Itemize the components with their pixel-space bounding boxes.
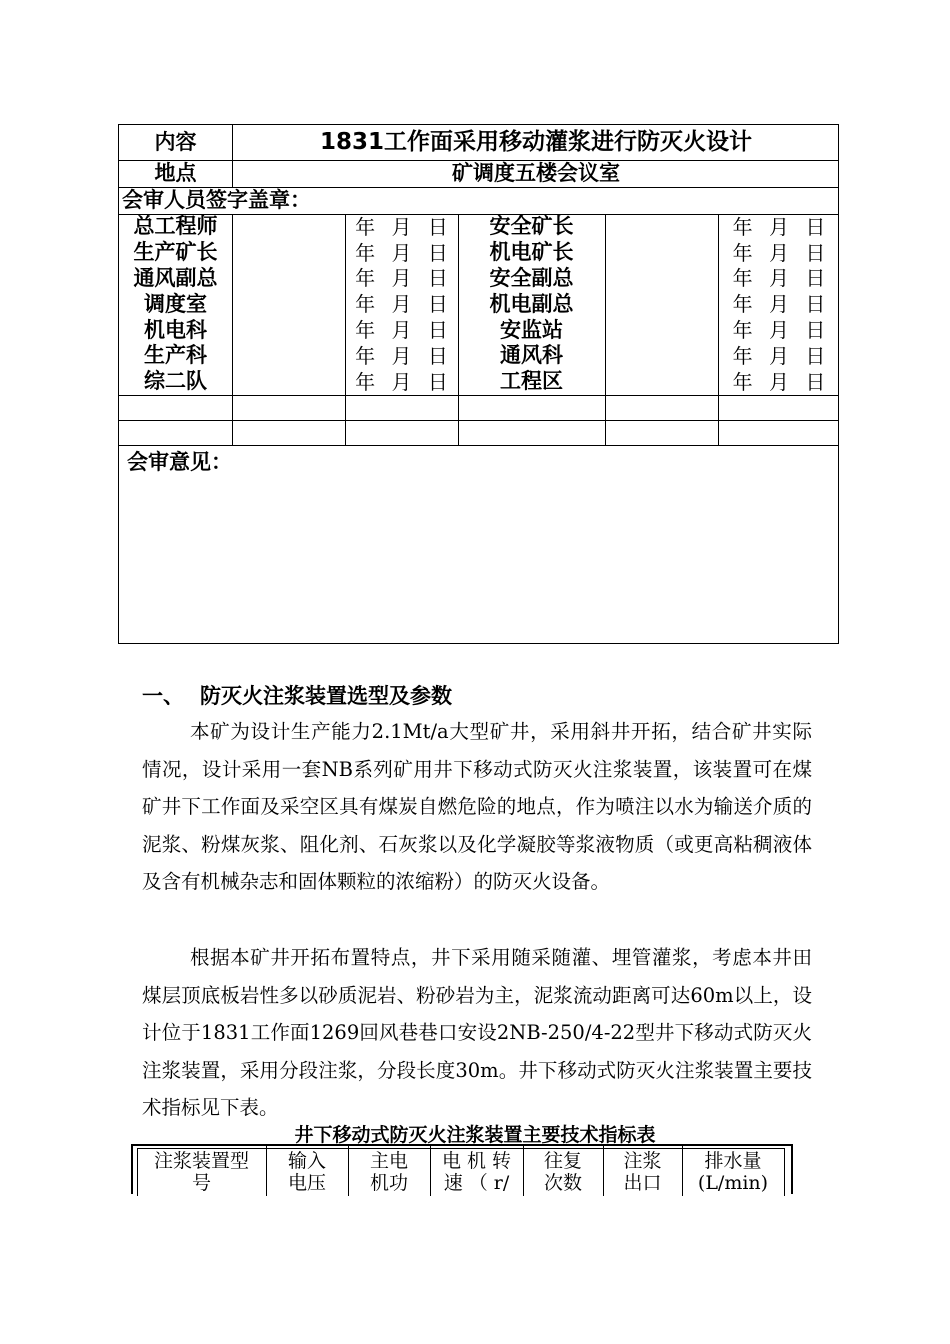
spec-header-line2: 电压 (287, 1172, 326, 1194)
location-label: 地点 (154, 161, 197, 185)
spec-header-line1: 主电 (369, 1150, 408, 1172)
content-label: 内容 (154, 130, 197, 154)
signer-date-left: 年 月 日 (355, 214, 448, 239)
signer-date-right: 年 月 日 (732, 214, 826, 239)
signer-role-left: 总工程师 (133, 214, 218, 239)
signer-date-right: 年 月 日 (732, 343, 826, 368)
spec-header-line2: 出口 (623, 1172, 662, 1194)
paragraph-2-text: 根据本矿井开拓布置特点，井下采用随采随灌、埋管灌浆，考虑本井田煤层顶底板岩性多以砂质泥岩、粉砂岩为主，泥浆流动距离可达60m以上，设计位于1831工作面1269回风巷巷口安设2NB-250/4-22型井下移动式防灭火注浆装置，采用分段注浆，分段长度30m。井下移动式防灭火注浆装置主要技术指标见下表。 (142, 946, 812, 1119)
signer-date-left: 年 月 日 (355, 369, 448, 394)
signer-role-left: 机电科 (144, 317, 207, 342)
spec-header-line1: 电 机 转 (441, 1150, 512, 1172)
spec-header-line1: 排水量 (704, 1150, 762, 1172)
signer-role-right: 通风科 (500, 343, 563, 368)
signer-date-right: 年 月 日 (732, 318, 826, 343)
signer-role-right: 安全矿长 (489, 214, 574, 239)
spec-header-line1: 注浆装置型 (153, 1150, 249, 1172)
signer-role-left: 生产矿长 (133, 240, 218, 265)
opinion-label: 会审意见： (127, 449, 232, 474)
signer-date-right: 年 月 日 (732, 369, 826, 394)
signer-date-right: 年 月 日 (732, 266, 826, 291)
review-table (118, 124, 839, 644)
spec-header-line1: 注浆 (623, 1150, 662, 1172)
spec-header-line1: 往复 (543, 1150, 582, 1172)
signer-date-left: 年 月 日 (355, 318, 448, 343)
signer-date-left: 年 月 日 (355, 240, 448, 265)
signer-date-left: 年 月 日 (355, 266, 448, 291)
signer-role-right: 安全副总 (489, 265, 574, 290)
spec-header (523, 1146, 603, 1196)
section-number: 一、 (142, 684, 184, 708)
spec-header (430, 1146, 523, 1196)
signer-role-left: 通风副总 (133, 265, 218, 290)
spec-header-line2: 次数 (543, 1172, 582, 1194)
signer-role-left: 调度室 (144, 291, 207, 316)
signer-date-right: 年 月 日 (732, 292, 826, 317)
signers-label: 会审人员签字盖章： (122, 188, 311, 212)
spec-header (266, 1146, 348, 1196)
spec-header-line2: 号 (191, 1172, 211, 1194)
signer-role-right: 工程区 (500, 369, 563, 394)
location-value: 矿调度五楼会议室 (452, 161, 620, 185)
spec-header-line2: 速 （ r/ (443, 1172, 510, 1194)
spec-header (348, 1146, 430, 1196)
signer-date-left: 年 月 日 (355, 292, 448, 317)
signer-role-left: 综二队 (144, 369, 207, 394)
spec-header (603, 1146, 682, 1196)
spec-table (131, 1144, 793, 1194)
spec-header-line2: 机功 (369, 1172, 408, 1194)
signer-role-right: 机电副总 (489, 291, 574, 316)
spec-header-line2: (L/min) (697, 1172, 769, 1194)
paragraph-1 (142, 713, 812, 901)
spec-header (682, 1146, 784, 1196)
signer-date-left: 年 月 日 (355, 343, 448, 368)
section-title: 防灭火注浆装置选型及参数 (200, 684, 452, 708)
signer-date-right: 年 月 日 (732, 240, 826, 265)
signer-role-right: 安监站 (500, 317, 563, 342)
spec-header-line1: 输入 (287, 1150, 326, 1172)
paragraph-1-text: 本矿为设计生产能力2.1Mt/a大型矿井，采用斜井开拓，结合矿井实际情况，设计采用一套NB系列矿用井下移动式防灭火注浆装置，该装置可在煤矿井下工作面及采空区具有煤炭自燃危险的地点，作为喷注以水为输送介质的泥浆、粉煤灰浆、阻化剂、石灰浆以及化学凝胶等浆液物质（或更高粘稠液体及含有机械杂志和固体颗粒的浓缩粉）的防灭火设备。 (142, 720, 812, 893)
signer-role-right: 机电矿长 (489, 240, 574, 265)
spec-header (137, 1146, 266, 1196)
signer-role-left: 生产科 (144, 343, 207, 368)
paragraph-2 (142, 939, 812, 1127)
spec-table-caption: 井下移动式防灭火注浆装置主要技术指标表 (294, 1124, 656, 1146)
content-value: 1831工作面采用移动灌浆进行防灭火设计 (319, 129, 752, 155)
